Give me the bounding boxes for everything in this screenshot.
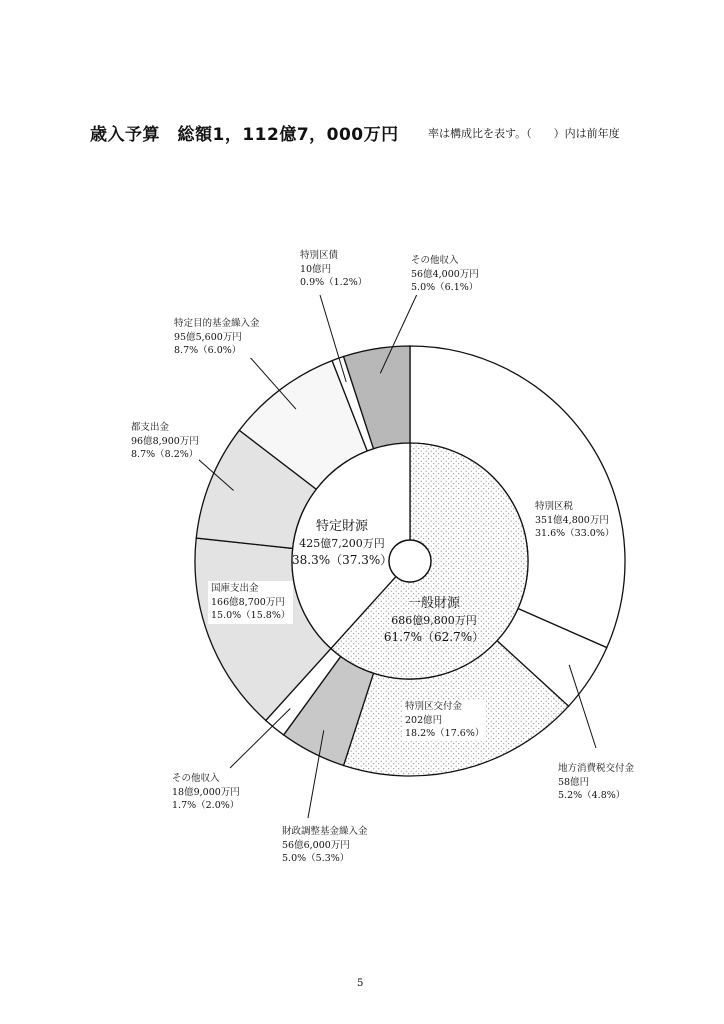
label-name: 特別区債	[300, 250, 339, 261]
leader-line-sonota-ippan	[230, 709, 290, 768]
label-pct: 5.0%（6.1%）	[411, 282, 479, 293]
label-name: 都支出金	[131, 422, 170, 433]
label-tokubetsu-kusai	[300, 249, 367, 290]
label-amount: 56億4,000万円	[411, 268, 479, 280]
inner-label-amount: 686億9,800万円	[391, 614, 477, 627]
inner-label-name: 一般財源	[407, 596, 460, 611]
label-pct: 18.2%（17.6%）	[405, 728, 485, 739]
label-name: 特別区交付金	[405, 701, 463, 712]
label-amount: 202億円	[405, 714, 443, 726]
label-name: 国庫支出金	[211, 583, 259, 594]
label-tokubetsu-kuzei	[535, 500, 614, 541]
page-number: 5	[357, 978, 364, 989]
label-tokubetsuku-kofukin	[403, 700, 486, 741]
label-name: その他収入	[172, 773, 220, 784]
label-name: 特別区税	[535, 501, 574, 512]
inner-label-pct: 38.3%（37.3%）	[292, 553, 393, 567]
label-pct: 5.0%（5.3%）	[282, 853, 350, 864]
center-hole	[389, 540, 431, 582]
label-name: 特定目的基金繰入金	[174, 318, 260, 329]
label-amount: 166億8,700万円	[211, 596, 285, 608]
label-amount: 96億8,900万円	[131, 435, 199, 447]
inner-label-pct: 61.7%（62.7%）	[383, 630, 485, 644]
label-zaisei-chosei	[282, 825, 368, 866]
label-pct: 0.9%（1.2%）	[300, 277, 368, 288]
inner-label-tokutei	[292, 518, 392, 569]
label-amount: 56億6,000万円	[282, 839, 350, 851]
label-name: 地方消費税交付金	[558, 763, 635, 774]
label-name: 財政調整基金繰入金	[282, 826, 368, 837]
inner-label-amount: 425億7,200万円	[299, 537, 385, 550]
label-kokko	[208, 581, 293, 624]
page-title: 歳入予算 総額1，112億7，000万円	[90, 125, 399, 145]
chart-note: 率は構成比を表す。（ ）内は前年度	[428, 127, 620, 140]
label-name: その他収入	[411, 255, 459, 266]
label-sonota-tokutei	[411, 254, 479, 295]
inner-label-name: 特定財源	[315, 519, 368, 534]
label-pct: 8.7%（6.0%）	[174, 345, 242, 356]
label-pct: 8.7%（8.2%）	[131, 449, 199, 460]
label-pct: 1.7%（2.0%）	[172, 800, 240, 811]
label-tokutei-kikin	[174, 317, 260, 358]
label-pct: 15.0%（15.8%）	[211, 610, 291, 621]
label-amount: 351億4,800万円	[535, 514, 609, 526]
label-toshishutsu	[131, 421, 199, 462]
label-amount: 58億円	[558, 776, 590, 788]
label-pct: 31.6%（33.0%）	[535, 528, 615, 539]
label-amount: 95億5,600万円	[174, 331, 242, 343]
label-chiho-shohizei	[558, 762, 634, 803]
label-sonota-ippan	[172, 772, 240, 813]
label-amount: 10億円	[300, 263, 332, 275]
label-pct: 5.2%（4.8%）	[558, 790, 626, 801]
label-amount: 18億9,000万円	[172, 786, 240, 798]
inner-label-ippan	[378, 595, 490, 646]
